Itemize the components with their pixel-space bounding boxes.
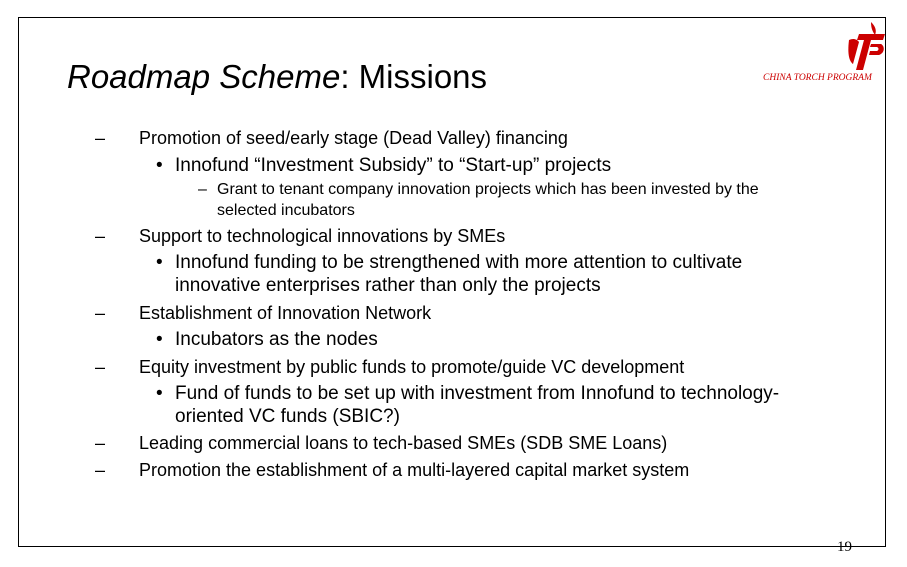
dash-marker: – <box>95 460 106 480</box>
bullet-level2-text: Innofund “Investment Subsidy” to “Start-up” projects <box>175 155 612 176</box>
dot-marker: • <box>156 155 163 176</box>
slide-title <box>67 57 487 97</box>
bullet-level1-text: Promotion the establishment of a multi-layered capital market system <box>139 460 690 480</box>
bullet-level3-text-cont: selected incubators <box>217 202 355 219</box>
bullet-level1-text: Establishment of Innovation Network <box>139 303 432 323</box>
bullet-level2-text: Incubators as the nodes <box>175 329 378 350</box>
title-italic-part: Roadmap Scheme <box>67 58 341 95</box>
bullet-level1-text: Support to technological innovations by SMEs <box>139 226 506 246</box>
bullet-level1-text: Promotion of seed/early stage (Dead Valley) financing <box>139 128 568 148</box>
dash-marker: – <box>198 181 207 198</box>
title-rest-part: : Missions <box>340 58 488 95</box>
bullet-level2-text: Fund of funds to be set up with investment from Innofund to technology- <box>175 383 780 404</box>
dot-marker: • <box>156 329 163 350</box>
bullet-level1-text: Leading commercial loans to tech-based SMEs (SDB SME Loans) <box>139 433 668 453</box>
slide <box>18 17 886 555</box>
dash-marker: – <box>95 128 106 148</box>
dash-marker: – <box>95 226 106 246</box>
dot-marker: • <box>156 383 163 404</box>
torch-logo-icon <box>841 20 889 72</box>
dash-marker: – <box>95 433 106 453</box>
bullet-level2-text: Innofund funding to be strengthened with more attention to cultivate <box>175 252 743 273</box>
program-label: CHINA TORCH PROGRAM <box>763 73 872 83</box>
dash-marker: – <box>95 303 106 323</box>
dot-marker: • <box>156 252 163 273</box>
bullet-level2-text-cont: innovative enterprises rather than only the projects <box>175 275 601 296</box>
page-number: 19 <box>837 539 852 555</box>
dash-marker: – <box>95 357 106 377</box>
bullet-level2-text-cont: oriented VC funds (SBIC?) <box>175 406 400 427</box>
bullet-level1-text: Equity investment by public funds to promote/guide VC development <box>139 357 685 377</box>
bullet-level3-text: Grant to tenant company innovation projects which has been invested by the <box>217 181 759 198</box>
